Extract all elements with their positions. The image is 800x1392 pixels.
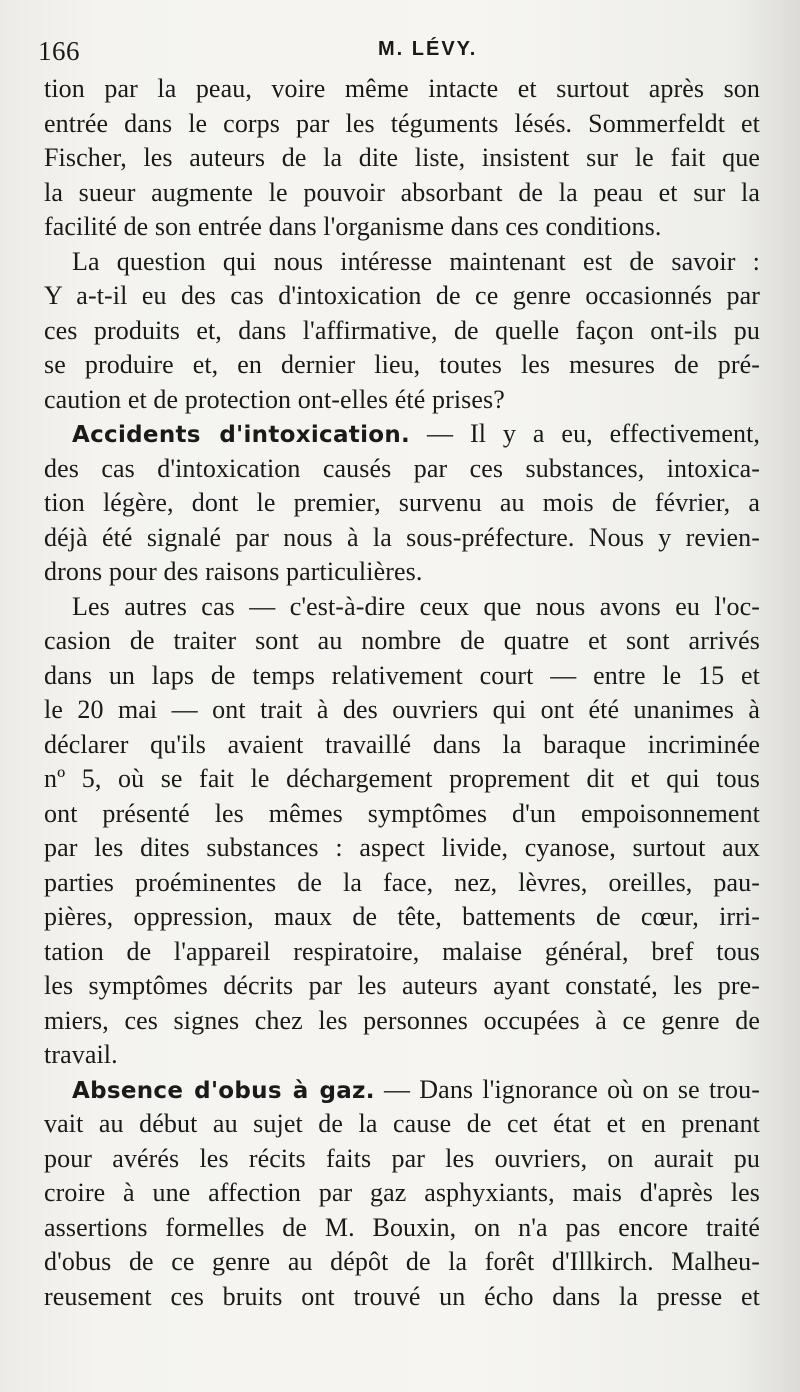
text-line [44,659,760,694]
line-text: casion de traiter sont au nombre de quatre et sont arrivés [44,626,760,655]
text-line [44,1142,760,1177]
text-line [44,141,760,176]
text-line [44,72,760,107]
line-text: entrée dans le corps par les téguments lésés. Sommerfeldt et [44,108,760,138]
text-line [44,279,760,314]
line-text: le 20 mai — ont trait à des ouvriers qui ont été unanimes à [44,695,760,724]
line-text: se produire et, en dernier lieu, toutes les mesures de pré- [44,350,760,379]
text-line [44,762,760,797]
text-line [44,935,760,970]
text-line [44,590,760,625]
line-text: Y a-t-il eu des cas d'intoxication de ce genre occasionnés par [44,281,760,310]
line-text: dans un laps de temps relativement court — entre le 15 et [44,660,760,690]
text-line [44,210,760,245]
text-line [44,521,760,556]
body-text [44,72,760,1314]
text-line [44,1038,760,1073]
text-line [44,245,760,280]
line-text: déclarer qu'ils avaient travaillé dans la baraque incriminée [44,729,760,759]
line-text: — Dans l'ignorance où on se trou- [374,1074,760,1104]
text-line [44,1004,760,1039]
line-text: travail. [44,1040,118,1069]
line-text: déjà été signalé par nous à la sous-préfecture. Nous y revien- [44,522,760,552]
text-line [44,1107,760,1142]
text-line [44,486,760,521]
line-text: Fischer, les auteurs de la dite liste, insistent sur le fait que [44,143,760,172]
line-text: croire à une affection par gaz asphyxiants, mais d'après les [44,1178,760,1207]
line-text: assertions formelles de M. Bouxin, on n'a pas encore traité [44,1212,760,1242]
text-line [44,728,760,763]
line-text: caution et de protection ont-elles été prises? [44,384,505,414]
text-line [44,452,760,487]
line-text: nº 5, où se fait le déchargement proprement dit et qui tous [44,764,760,793]
text-line [44,624,760,659]
text-line [44,383,760,418]
line-text: des cas d'intoxication causés par ces substances, intoxica- [44,453,760,483]
line-text: les symptômes décrits par les auteurs ayant constaté, les pre- [44,971,760,1000]
text-line [44,900,760,935]
line-text: par les dites substances : aspect livide, cyanose, surtout aux [44,833,760,862]
text-line [44,1280,760,1315]
text-line [44,1245,760,1280]
line-text: la sueur augmente le pouvoir absorbant de la peau et sur la [44,177,760,207]
text-line [44,1073,760,1108]
text-line [44,693,760,728]
text-line [44,969,760,1004]
text-line [44,866,760,901]
line-text: parties proéminentes de la face, nez, lèvres, oreilles, pau- [44,867,760,897]
line-text: La question qui nous intéresse maintenant est de savoir : [72,246,760,276]
running-head: M. LÉVY. [378,38,478,60]
line-text: pour avérés les récits faits par les ouvriers, on aurait pu [44,1143,760,1173]
line-text: tion par la peau, voire même intacte et surtout après son [44,74,760,103]
section-heading: Accidents d'intoxication. [72,422,411,448]
line-text: tation de l'appareil respiratoire, malaise général, bref tous [44,936,760,966]
text-line [44,555,760,590]
line-text: pières, oppression, maux de tête, battements de cœur, irri- [44,902,760,931]
line-text: d'obus de ce genre au dépôt de la forêt d'Illkirch. Malheu- [44,1247,760,1276]
line-text: ces produits et, dans l'affirmative, de quelle façon ont-ils pu [44,315,760,345]
line-text: tion légère, dont le premier, survenu au mois de février, a [44,488,760,517]
line-text: miers, ces signes chez les personnes occupées à ce genre de [44,1005,760,1035]
text-line [44,417,760,452]
text-line [44,107,760,142]
text-line [44,1211,760,1246]
page-header [38,36,760,76]
line-text: facilité de son entrée dans l'organisme dans ces conditions. [44,212,662,241]
text-line [44,1176,760,1211]
text-line [44,314,760,349]
text-line [44,176,760,211]
line-text: Les autres cas — c'est-à-dire ceux que nous avons eu l'oc- [72,591,760,621]
text-line [44,797,760,832]
line-text: ont présenté les mêmes symptômes d'un empoisonnement [44,798,760,828]
page-number: 166 [38,36,80,66]
line-text: vait au début au sujet de la cause de cet état et en prenant [44,1109,760,1138]
line-text: reusement ces bruits ont trouvé un écho dans la presse et [44,1281,760,1311]
line-text: — Il y a eu, effectivement, [410,419,760,448]
section-heading: Absence d'obus à gaz. [72,1077,375,1104]
text-line [44,831,760,866]
line-text: drons pour des raisons particulières. [44,557,423,586]
text-line [44,348,760,383]
